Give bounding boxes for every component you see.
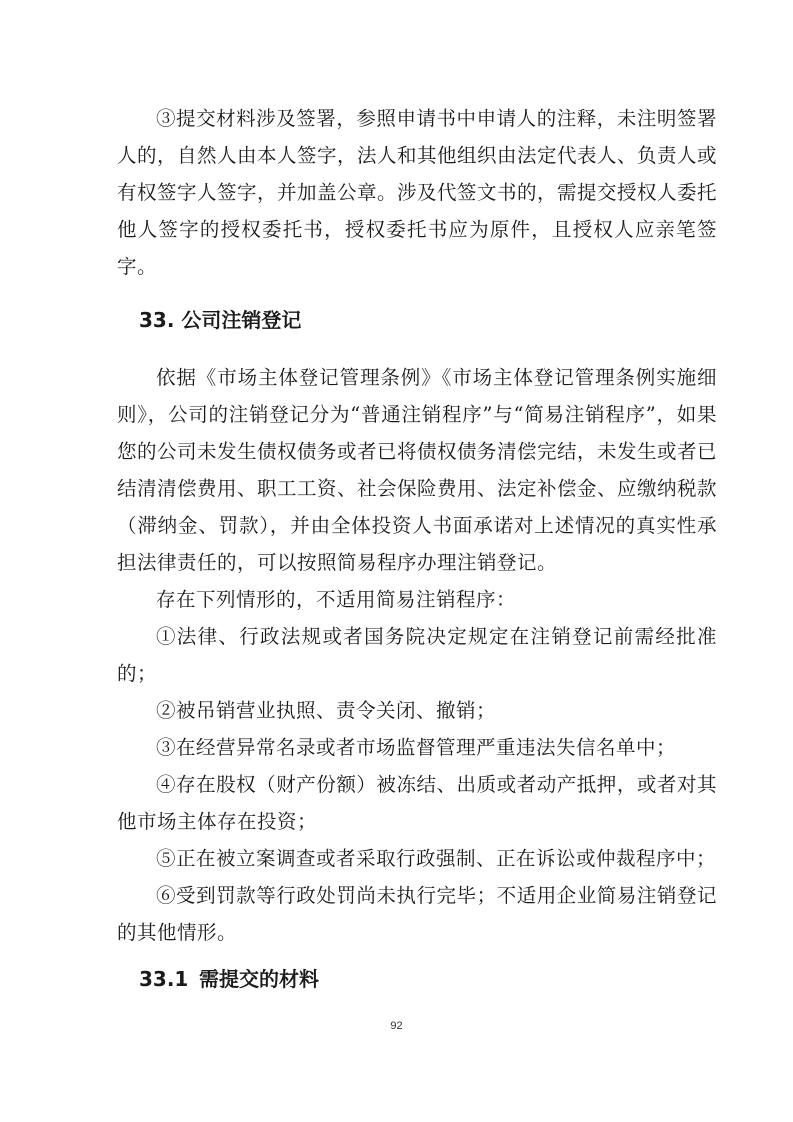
list-item-2: ②被吊销营业执照、责令关闭、撤销； [156, 699, 497, 722]
paragraph-signature-note: ③提交材料涉及签署，参照申请书中申请人的注释，未注明签署人的，自然人由本人签字，法人和其他组织由法定代表人、负责人或有权签字人签字，并加盖公章。涉及代签文书的，需提交授权人委托他人签字的授权委托书，授权委托书应为原件，且授权人应亲笔签字。 [117, 107, 718, 278]
list-item-4: ④存在股权（财产份额）被冻结、出质或者动产抵押，或者对其他市场主体存在投资； [117, 773, 717, 833]
section-heading: 33. 公司注销登记 [139, 308, 302, 332]
paragraph-exclusions-intro: 存在下列情形的，不适用简易注销程序： [156, 588, 517, 611]
page-number: 92 [390, 1020, 403, 1032]
list-item-3: ③在经营异常名录或者市场监督管理严重违法失信名单中； [156, 736, 677, 759]
list-item-6: ⑥受到罚款等行政处罚尚未执行完毕；不适用企业简易注销登记的其他情形。 [117, 884, 717, 944]
list-item-5: ⑤正在被立案调查或者采取行政强制、正在诉讼或仲裁程序中； [156, 847, 717, 870]
subsection-heading [117, 961, 717, 998]
list-item-1: ①法律、行政法规或者国务院决定规定在注销登记前需经批准的； [117, 625, 717, 685]
paragraph-intro: 依据《市场主体登记管理条例》《市场主体登记管理条例实施细则》，公司的注销登记分为“普通注销程序”与“简易注销程序”，如果您的公司未发生债权债务或者已将债权债务清偿完结，未发生或者已结清清偿费用、职工工资、社会保险费用、法定补偿金、应缴纳税款（滞纳金、罚款），并由全体投资人书面承诺对上述情况的真实性承担法律责任的，可以按照简易程序办理注销登记。 [117, 366, 718, 574]
subsection-number: 33.1 [139, 967, 189, 991]
subsection-title: 需提交的材料 [199, 967, 319, 991]
page-content [117, 100, 717, 998]
